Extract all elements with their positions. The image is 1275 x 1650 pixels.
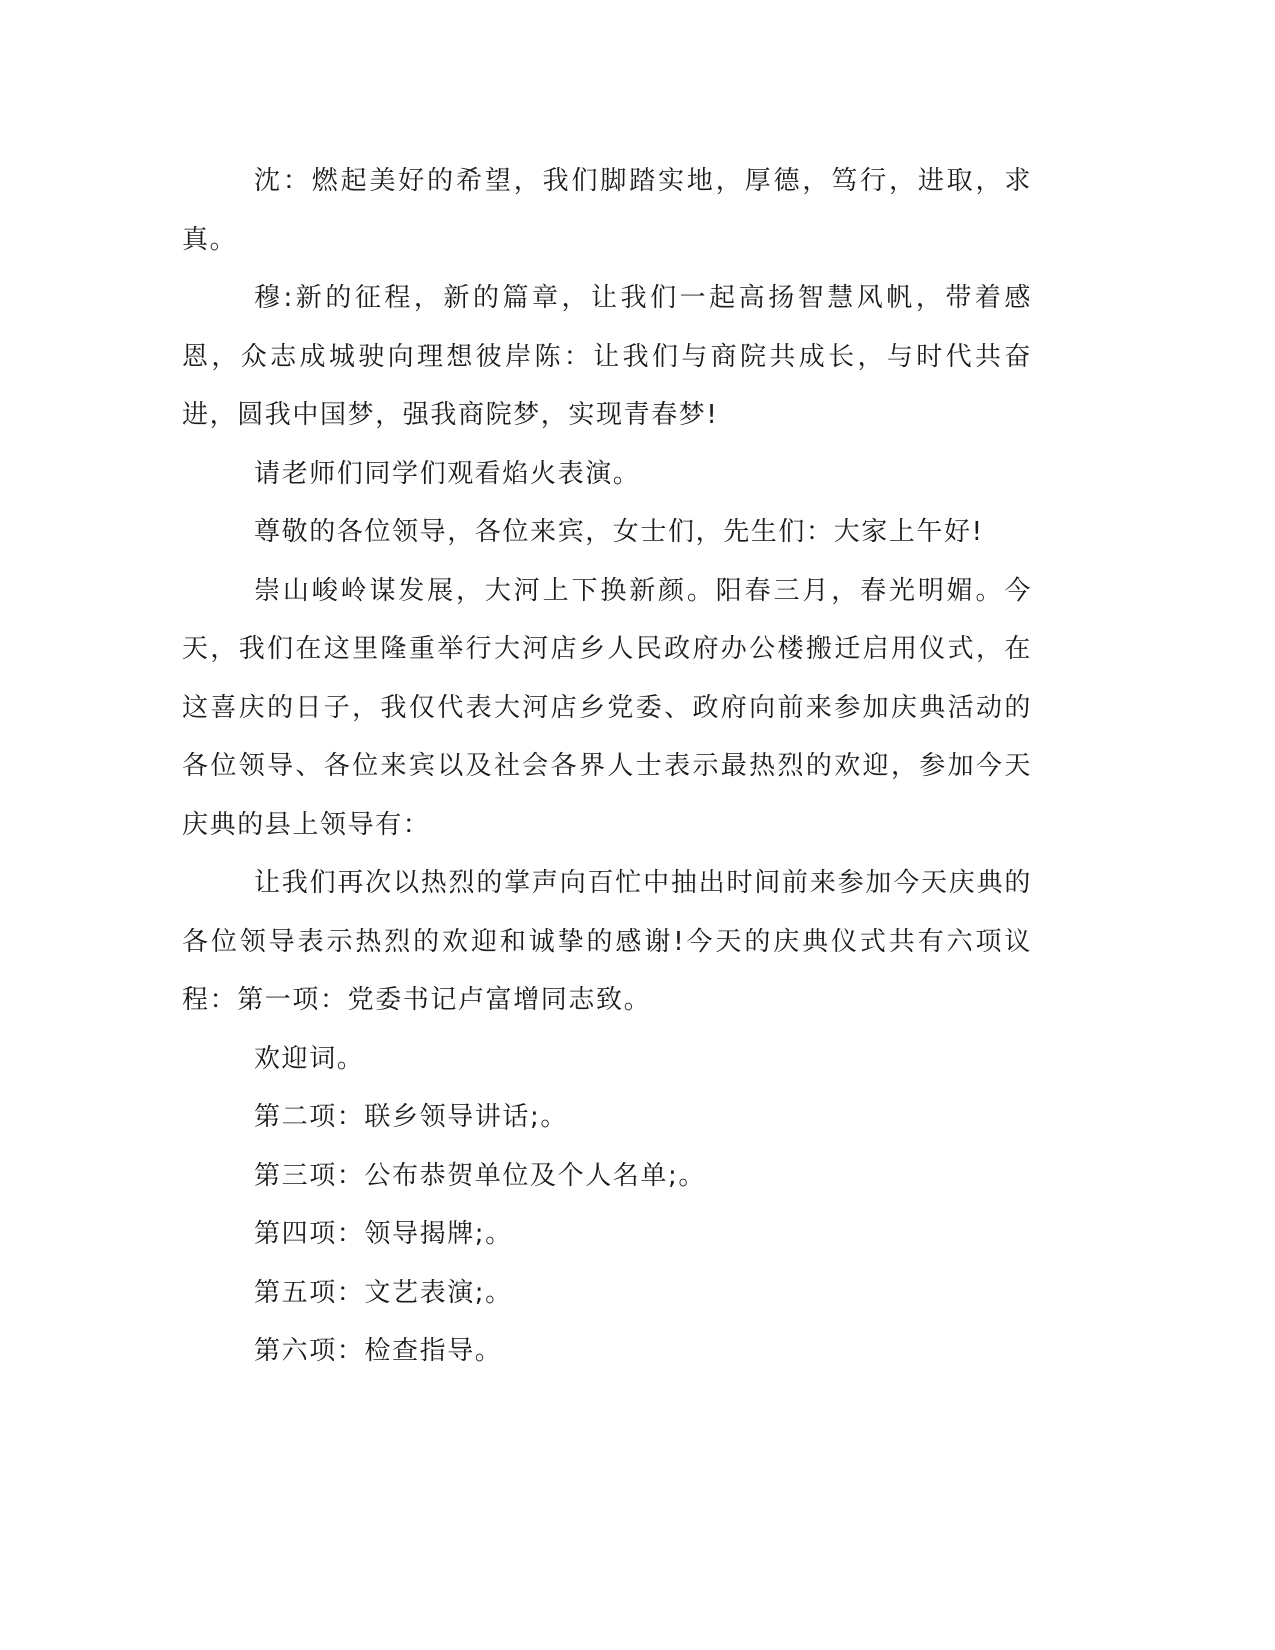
agenda-item-4: 第四项：领导揭牌;。 bbox=[254, 1219, 513, 1249]
paragraph-6: 让我们再次以热烈的掌声向百忙中抽出时间前来参加今天庆典的各位领导表示热烈的欢迎和诚挚的感谢!今天的庆典仪式共有六项议程：第一项：党委书记卢富增同志致。 bbox=[182, 868, 1032, 1015]
paragraph-3: 请老师们同学们观看焰火表演。 bbox=[254, 458, 641, 489]
agenda-item-6: 第六项：检查指导。 bbox=[254, 1336, 503, 1366]
document-body bbox=[182, 152, 1032, 1381]
agenda-item-2: 第二项：联乡领导讲话;。 bbox=[254, 1102, 568, 1132]
paragraph-7: 欢迎词。 bbox=[254, 1043, 365, 1074]
agenda-item-5: 第五项：文艺表演;。 bbox=[254, 1277, 513, 1308]
paragraph-5: 崇山峻岭谋发展，大河上下换新颜。阳春三月，春光明媚。今天，我们在这里隆重举行大河店乡人民政府办公楼搬迁启用仪式，在这喜庆的日子，我仅代表大河店乡党委、政府向前来参加庆典活动的各位领导、各位来宾以及社会各界人士表示最热烈的欢迎，参加今天庆典的县上领导有： bbox=[182, 575, 1032, 840]
agenda-item-3: 第三项：公布恭贺单位及个人名单;。 bbox=[254, 1160, 706, 1191]
paragraph-1: 沈：燃起美好的希望，我们脚踏实地，厚德，笃行，进取，求真。 bbox=[182, 166, 1032, 255]
paragraph-2: 穆:新的征程，新的篇章，让我们一起高扬智慧风帆，带着感恩，众志成城驶向理想彼岸陈：让我们与商院共成长，与时代共奋进，圆我中国梦，强我商院梦，实现青春梦! bbox=[182, 283, 1032, 430]
paragraph-4: 尊敬的各位领导，各位来宾，女士们，先生们：大家上午好! bbox=[254, 517, 984, 547]
